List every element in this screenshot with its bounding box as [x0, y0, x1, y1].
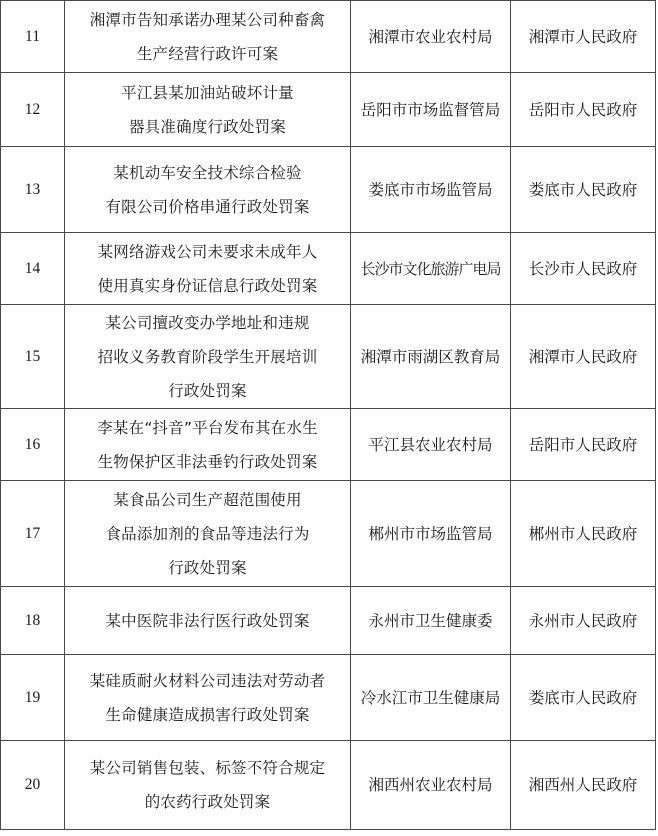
case-name-line: 李某在“抖音”平台发布其在水生	[97, 418, 318, 437]
agency-cell: 湘西州农业农村局	[351, 741, 511, 830]
case-name-line: 某硅质耐火材料公司违法对劳动者	[89, 671, 326, 690]
agency-cell: 郴州市市场监管局	[351, 481, 511, 587]
table-row	[1, 1, 656, 73]
case-name-cell	[65, 233, 351, 305]
case-name-line: 生物保护区非法垂钓行政处罚案	[97, 452, 318, 471]
case-name-line: 行政处罚案	[168, 381, 247, 400]
case-table-body	[1, 1, 656, 830]
table-row	[1, 409, 656, 481]
case-name-line: 某食品公司生产超范围使用	[113, 490, 302, 509]
case-name-line: 某机动车安全技术综合检验	[113, 163, 302, 182]
case-name-cell	[65, 587, 351, 655]
case-name-line: 行政处罚案	[168, 558, 247, 577]
case-name-line: 生产经营行政许可案	[136, 44, 279, 63]
row-number: 16	[1, 409, 65, 481]
agency-cell: 湘潭市雨湖区教育局	[351, 305, 511, 409]
case-name-line: 平江县某加油站破坏计量	[121, 83, 294, 102]
table-row	[1, 73, 656, 147]
case-name-line: 生命健康造成损害行政处罚案	[105, 705, 310, 724]
case-name-cell	[65, 655, 351, 741]
case-name-cell	[65, 305, 351, 409]
table-row	[1, 233, 656, 305]
case-name-line: 招收义务教育阶段学生开展培训	[97, 347, 318, 366]
government-cell: 岳阳市人民政府	[511, 73, 656, 147]
case-name-line: 湘潭市告知承诺办理某公司种畜禽	[89, 10, 326, 29]
case-name-cell	[65, 481, 351, 587]
agency-cell: 平江县农业农村局	[351, 409, 511, 481]
row-number: 20	[1, 741, 65, 830]
case-name-cell	[65, 73, 351, 147]
government-cell: 娄底市人民政府	[511, 147, 656, 233]
government-cell: 湘西州人民政府	[511, 741, 656, 830]
case-name-line: 的农药行政处罚案	[144, 793, 271, 811]
table-row	[1, 587, 656, 655]
government-cell: 娄底市人民政府	[511, 655, 656, 741]
table-row	[1, 655, 656, 741]
agency-cell: 长沙市文化旅游广电局	[351, 233, 511, 305]
table-row	[1, 741, 656, 830]
case-name-line: 某公司擅改变办学地址和违规	[105, 313, 310, 332]
case-name-line: 某网络游戏公司未要求未成年人	[97, 242, 318, 261]
row-number: 15	[1, 305, 65, 409]
agency-cell: 娄底市市场监管局	[351, 147, 511, 233]
row-number: 18	[1, 587, 65, 655]
government-cell: 郴州市人民政府	[511, 481, 656, 587]
case-name-line: 器具准确度行政处罚案	[128, 117, 286, 136]
government-cell: 岳阳市人民政府	[511, 409, 656, 481]
table-row	[1, 481, 656, 587]
case-name-cell	[65, 409, 351, 481]
row-number: 13	[1, 147, 65, 233]
table-row	[1, 305, 656, 409]
agency-cell: 永州市卫生健康委	[351, 587, 511, 655]
case-name-line: 食品添加剂的食品等违法行为	[105, 524, 310, 543]
row-number: 11	[1, 1, 65, 73]
government-cell: 永州市人民政府	[511, 587, 656, 655]
case-name-cell	[65, 147, 351, 233]
case-name-line: 有限公司价格串通行政处罚案	[105, 197, 310, 216]
agency-cell: 岳阳市市场监督管局	[351, 73, 511, 147]
case-name-cell	[65, 741, 351, 830]
government-cell: 湘潭市人民政府	[511, 1, 656, 73]
row-number: 14	[1, 233, 65, 305]
agency-cell: 湘潭市农业农村局	[351, 1, 511, 73]
table-row	[1, 147, 656, 233]
row-number: 19	[1, 655, 65, 741]
government-cell: 湘潭市人民政府	[511, 305, 656, 409]
case-name-line: 某公司销售包装、标签不符合规定	[89, 759, 326, 777]
row-number: 12	[1, 73, 65, 147]
case-name-line: 使用真实身份证信息行政处罚案	[97, 276, 318, 295]
case-name-line: 某中医院非法行医行政处罚案	[105, 611, 310, 630]
case-name-cell	[65, 1, 351, 73]
agency-cell: 冷水江市卫生健康局	[351, 655, 511, 741]
row-number: 17	[1, 481, 65, 587]
government-cell: 长沙市人民政府	[511, 233, 656, 305]
